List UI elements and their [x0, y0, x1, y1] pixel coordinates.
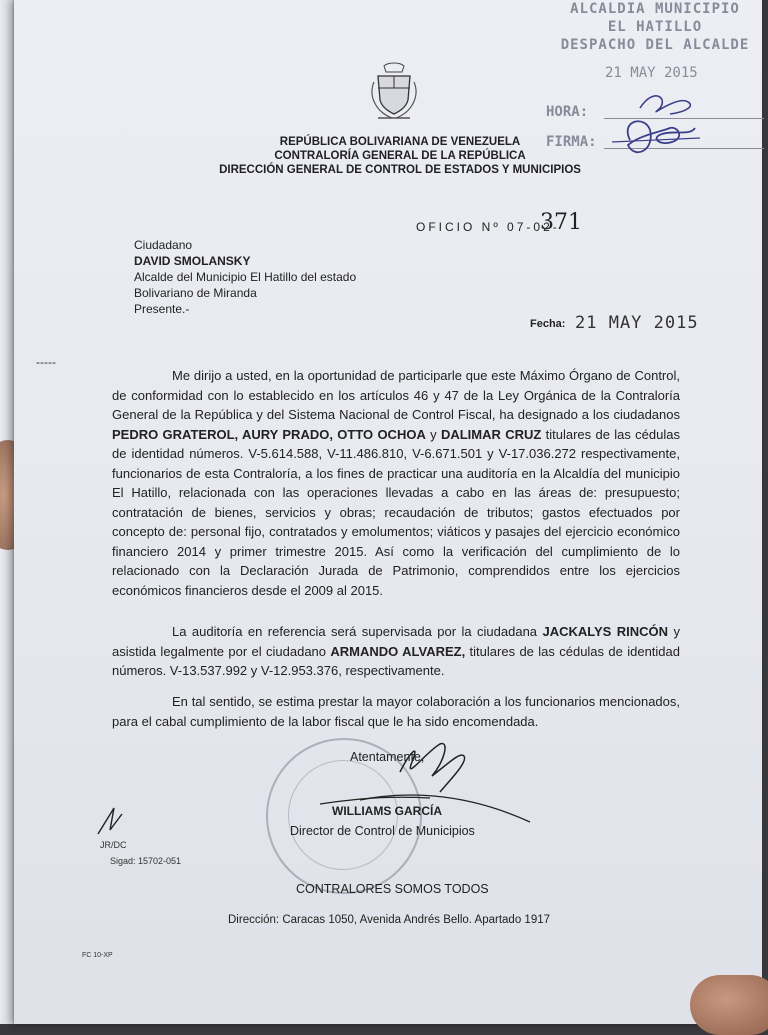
- addressee-line-2: Bolivariano de Miranda: [134, 286, 257, 300]
- p1-text-a: Me dirijo a usted, en la oportunidad de participarle que este Máximo Órgano de Control, de conformidad con lo establecido en los artículos 46 y 47 de la Ley Orgánica de la Contraloría General de la República y del Sistema Nacional de Control Fiscal, ha designado a los ciudadanos: [112, 368, 680, 422]
- sigad-number: Sigad: 15702-051: [110, 856, 182, 866]
- header-direccion: DIRECCIÓN GENERAL DE CONTROL DE ESTADOS Y MUNICIPIOS: [219, 164, 581, 176]
- closing-atentamente: Atentamente,: [350, 750, 425, 764]
- stamp-firma-label: FIRMA:: [546, 134, 597, 150]
- margin-separator: -----: [36, 355, 56, 369]
- p2-name-2: ARMANDO ALVAREZ,: [330, 643, 466, 659]
- stamp-line-3: DESPACHO DEL ALCALDE: [560, 37, 750, 53]
- signer-name: WILLIAMS GARCÍA: [332, 804, 442, 818]
- addressee-line-1: Alcalde del Municipio El Hatillo del estado: [134, 270, 357, 284]
- closing-motto: CONTRALORES SOMOS TODOS: [296, 882, 489, 896]
- body-paragraph-3: En tal sentido, se estima prestar la mayor colaboración a los funcionarios mencionados, para el cabal cumplimiento de la labor fiscal que le ha sido encomendada.: [112, 694, 680, 729]
- stamp-hora-label: HORA:: [546, 104, 589, 120]
- header-contraloria: CONTRALORÍA GENERAL DE LA REPÚBLICA: [274, 150, 526, 162]
- stamp-line-2: EL HATILLO: [607, 19, 703, 35]
- addressee-name: DAVID SMOLANSKY: [134, 254, 251, 268]
- fecha-value: 21 MAY 2015: [575, 313, 699, 333]
- stamp-line-1: ALCALDIA MUNICIPIO: [570, 1, 740, 17]
- p1-text-b: titulares de las cédulas de identidad números. V-5.614.588, V-11.486.810, V-6.671.501 y V-17.036.272 respectivamente, funcionarios de esta Contraloría, a los fines de practicar una auditoría en la Alcaldía del municipio El Hatillo, relacionada con las operaciones llevadas a cabo en las áreas de: presupuesto; contratación de bienes, servicios y obras; recaudación de tributos; gastos efectuados por concepto de: personal fijo, contratados y emolumentos; viáticos y pasajes del ejercicio económico financiero 2014 y primer trimestre 2015. Así como la verificación del cumplimiento de lo relacionado con la Declaración Jurada de Patrimonio, comprendidos entre los ejercicios económicos financieros desde el 2009 al 2015.: [112, 426, 680, 598]
- header-republic: REPÚBLICA BOLIVARIANA DE VENEZUELA: [279, 136, 521, 148]
- reception-stamp: [540, 0, 768, 54]
- oficio-number: 371: [540, 210, 582, 235]
- addressee-line-3: Presente.-: [134, 302, 190, 316]
- body-paragraph-1: [112, 366, 680, 600]
- p1-conjunction: y: [425, 426, 441, 442]
- initials-code: JR/DC: [100, 840, 127, 850]
- stamp-handwriting: [600, 80, 710, 180]
- addressee-salutation: Ciudadano: [134, 238, 193, 252]
- p1-name-4: DALIMAR CRUZ: [440, 426, 542, 442]
- footer-address: Dirección: Caracas 1050, Avenida Andrés Bello. Apartado 1917: [228, 914, 550, 926]
- form-code: FC 10-XP: [82, 952, 113, 959]
- p2-text-b: y asistida legalmente por el ciudadano: [112, 624, 680, 659]
- stamp-date: 21 MAY 2015: [605, 65, 698, 81]
- fecha-label: Fecha:: [530, 318, 566, 330]
- coat-of-arms-icon: [368, 62, 420, 124]
- p2-name-1: JACKALYS RINCÓN: [542, 624, 669, 639]
- p2-text-a: La auditoría en referencia será supervisada por la ciudadana: [172, 624, 543, 639]
- p2-text-c: titulares de las cédulas de identidad números. V-13.537.992 y V-12.953.376, respectivamente.: [112, 643, 680, 678]
- signer-title: Director de Control de Municipios: [290, 824, 475, 838]
- initials-mark: [92, 804, 132, 844]
- oficio-label: OFICIO Nº 07-02-: [416, 220, 560, 234]
- thumb-right: [690, 975, 768, 1035]
- director-signature: [300, 732, 540, 832]
- body-paragraph-2: [112, 622, 680, 681]
- p1-names: PEDRO GRATEROL, AURY PRADO, OTTO OCHOA: [112, 426, 426, 442]
